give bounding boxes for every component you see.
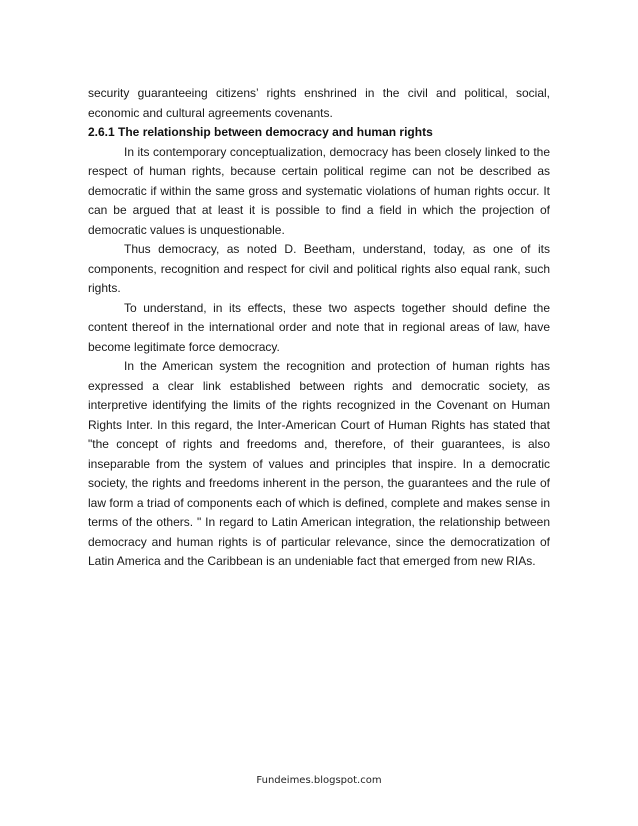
page-footer: Fundeimes.blogspot.com	[256, 775, 382, 786]
body-paragraph-2: Thus democracy, as noted D. Beetham, understand, today, as one of its components, recognition and respect for civil and political rights also equal rank, such rights.	[88, 242, 550, 295]
body-paragraph-3: To understand, in its effects, these two aspects together should define the content thereof in the international order and note that in regional areas of law, have become legitimate force democracy.	[88, 300, 550, 354]
section-heading: 2.6.1 The relationship between democracy and human rights	[88, 125, 433, 139]
page-body	[88, 84, 550, 572]
body-paragraph-1: In its contemporary conceptualization, democracy has been closely linked to the respect of human rights, because certain political regime can not be described as democratic if within the same gross and systematic violations of human rights occur. It can be argued that at least it is possible to find a field in which the projection of democratic values is unquestionable.	[88, 144, 550, 237]
continuation-paragraph: security guaranteeing citizens’ rights enshrined in the civil and political, social, economic and cultural agreements covenants.	[88, 86, 550, 120]
body-paragraph-4: In the American system the recognition and protection of human rights has expressed a clear link established between rights and democratic society, as interpretive identifying the limits of the rights recognized in the Covenant on Human Rights Inter. In this regard, the Inter-American Court of Human Rights has stated that "the concept of rights and freedoms and, therefore, of their guarantees, is also inseparable from the system of values and principles that inspire. In a democratic society, the rights and freedoms inherent in the person, the guarantees and the rule of law form a triad of components each of which is defined, complete and makes sense in terms of the others. " In regard to Latin American integration, the relationship between democracy and human rights is of particular relevance, since the democratization of Latin America and the Caribbean is an undeniable fact that emerged from new RIAs.	[88, 359, 550, 568]
